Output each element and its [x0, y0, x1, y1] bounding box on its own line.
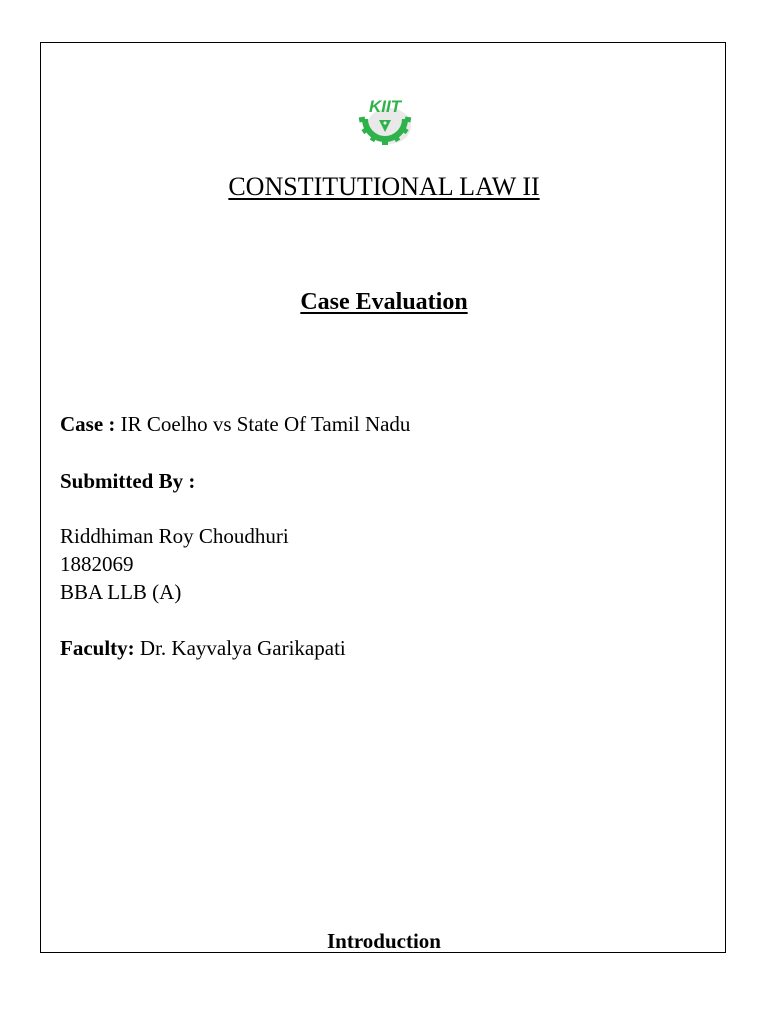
case-value: IR Coelho vs State Of Tamil Nadu — [120, 412, 411, 436]
faculty-label: Faculty: — [60, 636, 135, 660]
case-line — [60, 410, 410, 438]
kiit-logo — [349, 92, 421, 148]
student-course: BBA LLB (A) — [60, 580, 182, 604]
faculty-line — [60, 634, 346, 662]
introduction-heading: Introduction — [327, 929, 441, 953]
student-roll-number: 1882069 — [60, 552, 134, 576]
logo-text: KIIT — [368, 97, 402, 116]
submitted-by-label: Submitted By : — [60, 469, 196, 493]
case-label: Case : — [60, 412, 116, 436]
student-name: Riddhiman Roy Choudhuri — [60, 524, 289, 548]
faculty-value: Dr. Kayvalya Garikapati — [139, 636, 346, 660]
document-title: CONSTITUTIONAL LAW II — [228, 172, 540, 201]
kiit-gear-icon — [349, 92, 421, 148]
document-subtitle: Case Evaluation — [300, 289, 468, 315]
